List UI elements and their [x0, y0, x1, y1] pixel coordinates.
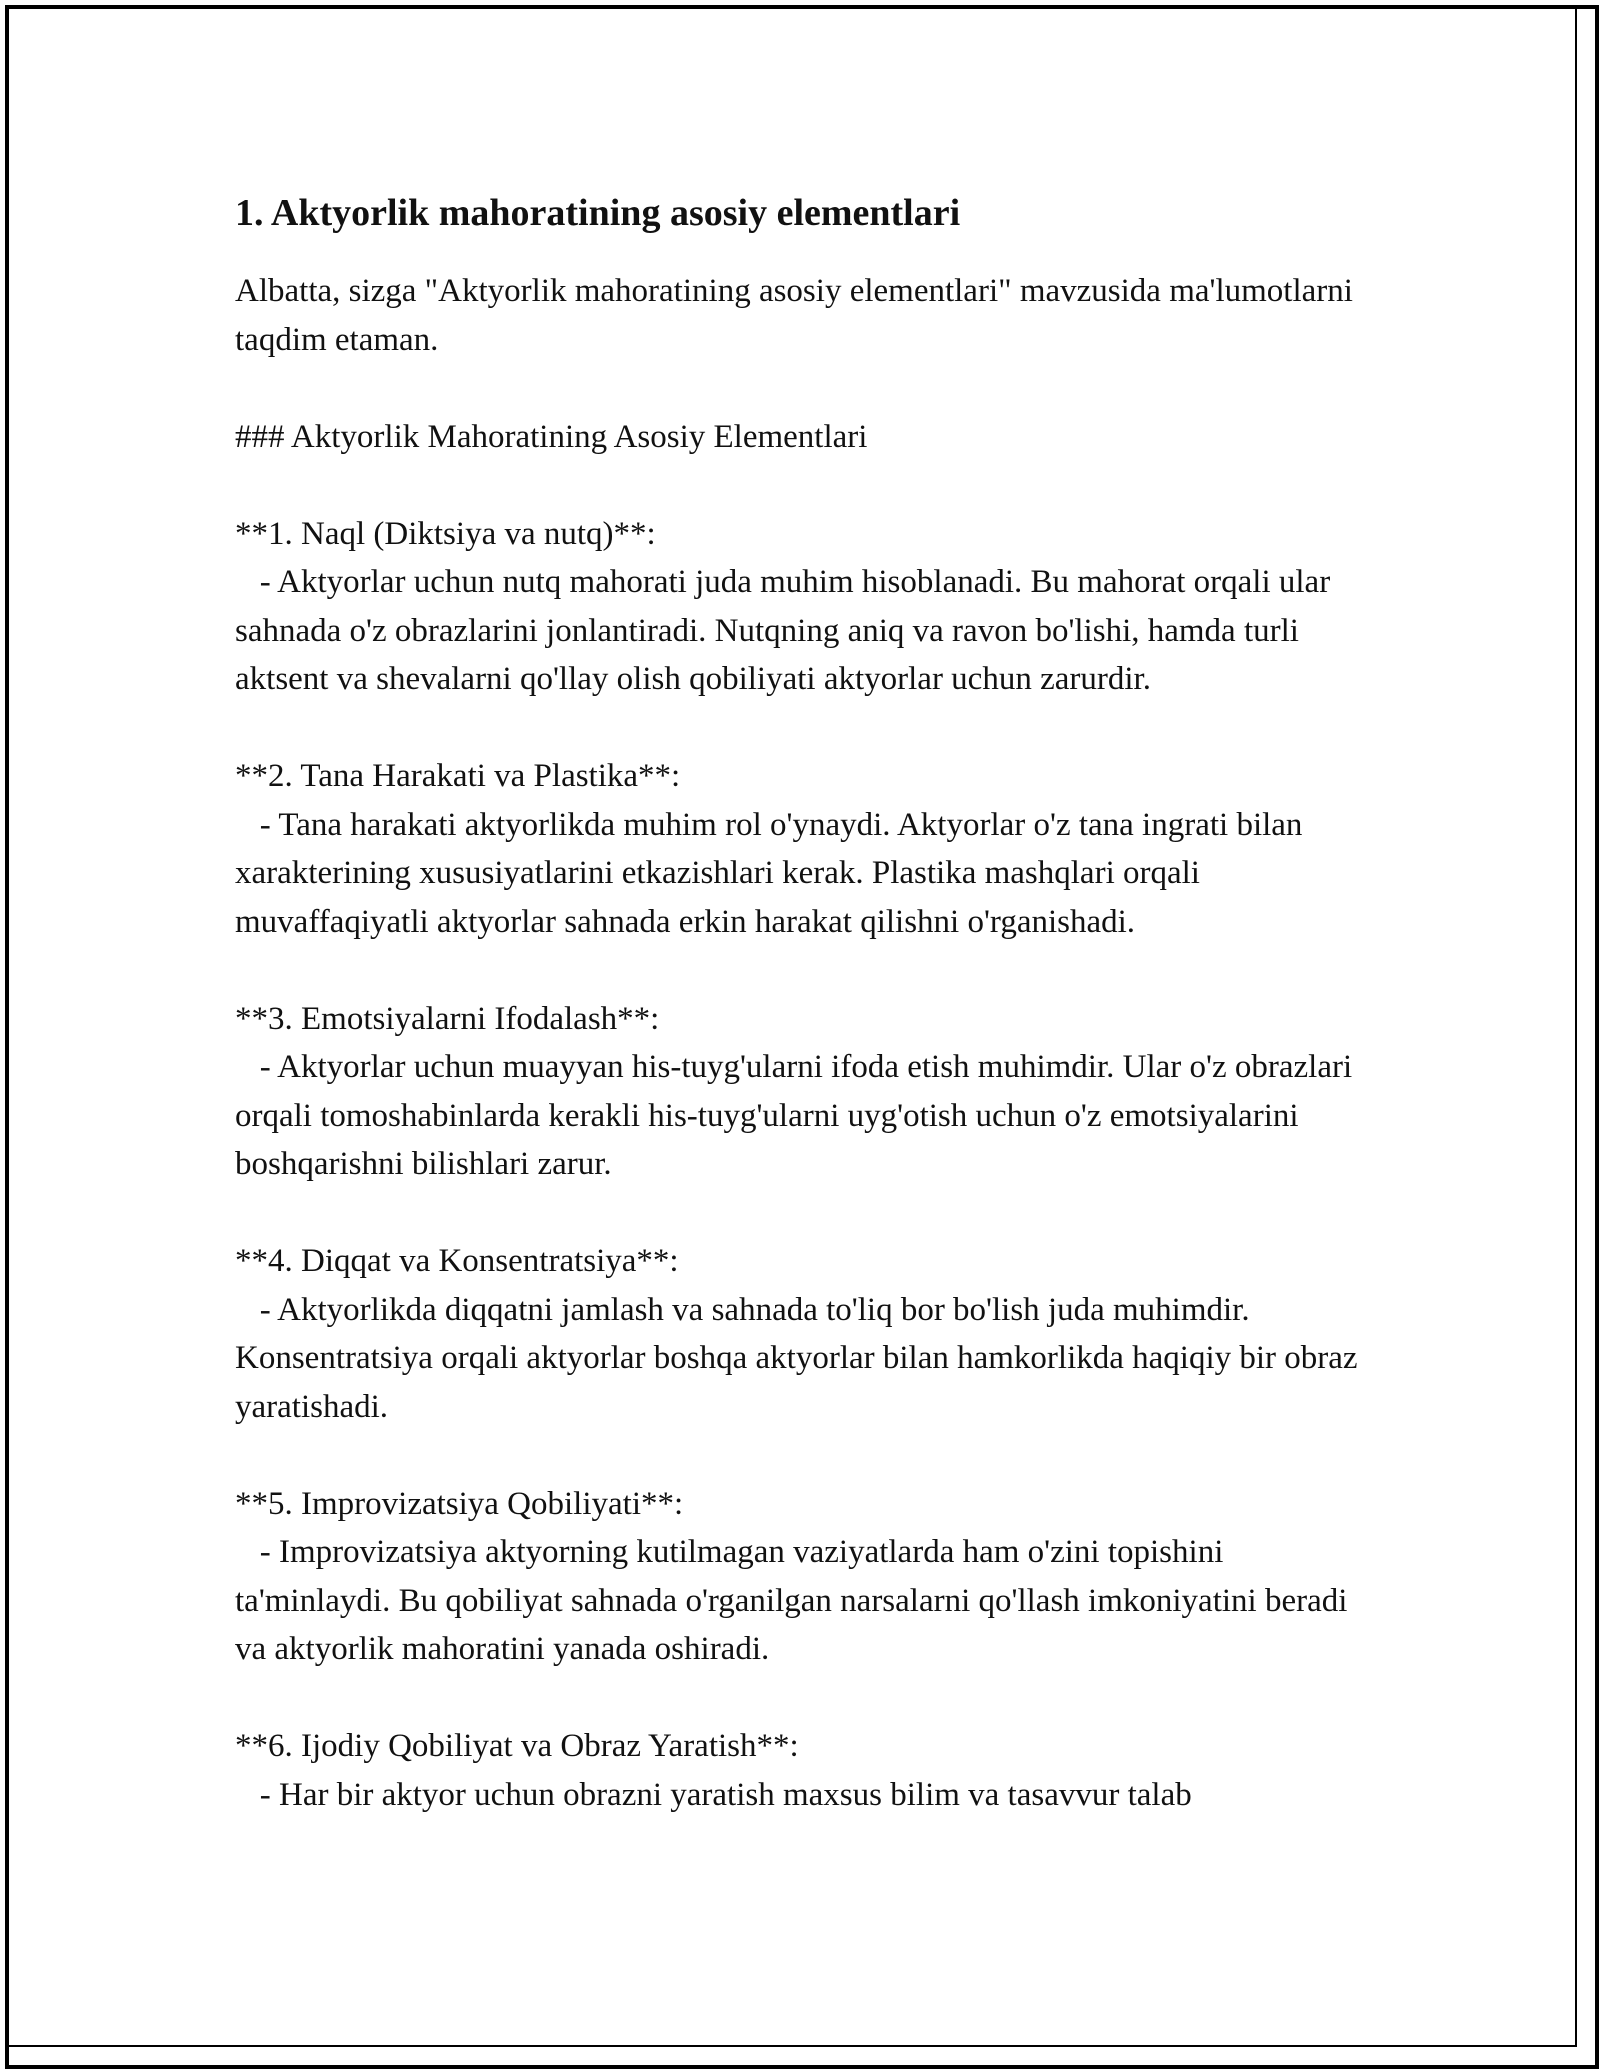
- section-4-heading: **4. Diqqat va Konsentratsiya**:: [235, 1243, 679, 1279]
- section-6-body: - Har bir aktyor uchun obrazni yaratish maxsus bilim va tasavvur talab: [259, 1776, 1192, 1813]
- document-title: 1. Aktyorlik mahoratining asosiy elementlari: [235, 192, 961, 234]
- section-5-heading: **5. Improvizatsiya Qobiliyati**:: [235, 1485, 684, 1522]
- document-body: [235, 185, 1375, 1819]
- section-2-heading: **2. Tana Harakati va Plastika**:: [235, 758, 681, 794]
- section-3-heading: **3. Emotsiyalarni Ifodalash**:: [235, 1000, 660, 1037]
- section-2-body: - Tana harakati aktyorlikda muhim rol o'ynaydi. Aktyorlar o'z tana ingrati bilan xarakterining xususiyatlarini etkazishlari kerak. Plastika mashqlari orqali muvaffaqiyatli aktyorlar sahnada erkin harakat qilishni o'rganishadi.: [235, 806, 1311, 940]
- section-heading-main: ### Aktyorlik Mahoratining Asosiy Elementlari: [235, 418, 868, 455]
- section-1-body: - Aktyorlar uchun nutq mahorati juda muhim hisoblanadi. Bu mahorat orqali ular sahnada o'z obrazlarini jonlantiradi. Nutqning aniq va ravon bo'lishi, hamda turli aktsent va shevalarni qo'llay olish qobiliyati aktyorlar uchun zarurdir.: [235, 564, 1339, 697]
- intro-paragraph: Albatta, sizga "Aktyorlik mahoratining asosiy elementlari" mavzusida ma'lumotlarni taqdim etaman.: [235, 273, 1362, 358]
- section-6-heading: **6. Ijodiy Qobiliyat va Obraz Yaratish**:: [235, 1728, 799, 1764]
- section-5-body: - Improvizatsiya aktyorning kutilmagan vaziyatlarda ham o'zini topishini ta'minlaydi. Bu qobiliyat sahnada o'rganilgan narsalarni qo'llash imkoniyatini beradi va aktyorlik mahoratini yanada oshiradi.: [235, 1534, 1356, 1667]
- section-3-body: - Aktyorlar uchun muayyan his-tuyg'ularni ifoda etish muhimdir. Ular o'z obrazlari orqali tomoshabinlarda kerakli his-tuyg'ularni uyg'otish uchun o'z emotsiyalarini boshqarishni bilishlari zarur.: [235, 1049, 1361, 1182]
- section-4-body: - Aktyorlikda diqqatni jamlash va sahnada to'liq bor bo'lish juda muhimdir. Konsentratsiya orqali aktyorlar boshqa aktyorlar bilan hamkorlikda haqiqiy bir obraz yaratishadi.: [235, 1291, 1366, 1425]
- section-1-heading: **1. Naql (Diktsiya va nutq)**:: [235, 515, 656, 552]
